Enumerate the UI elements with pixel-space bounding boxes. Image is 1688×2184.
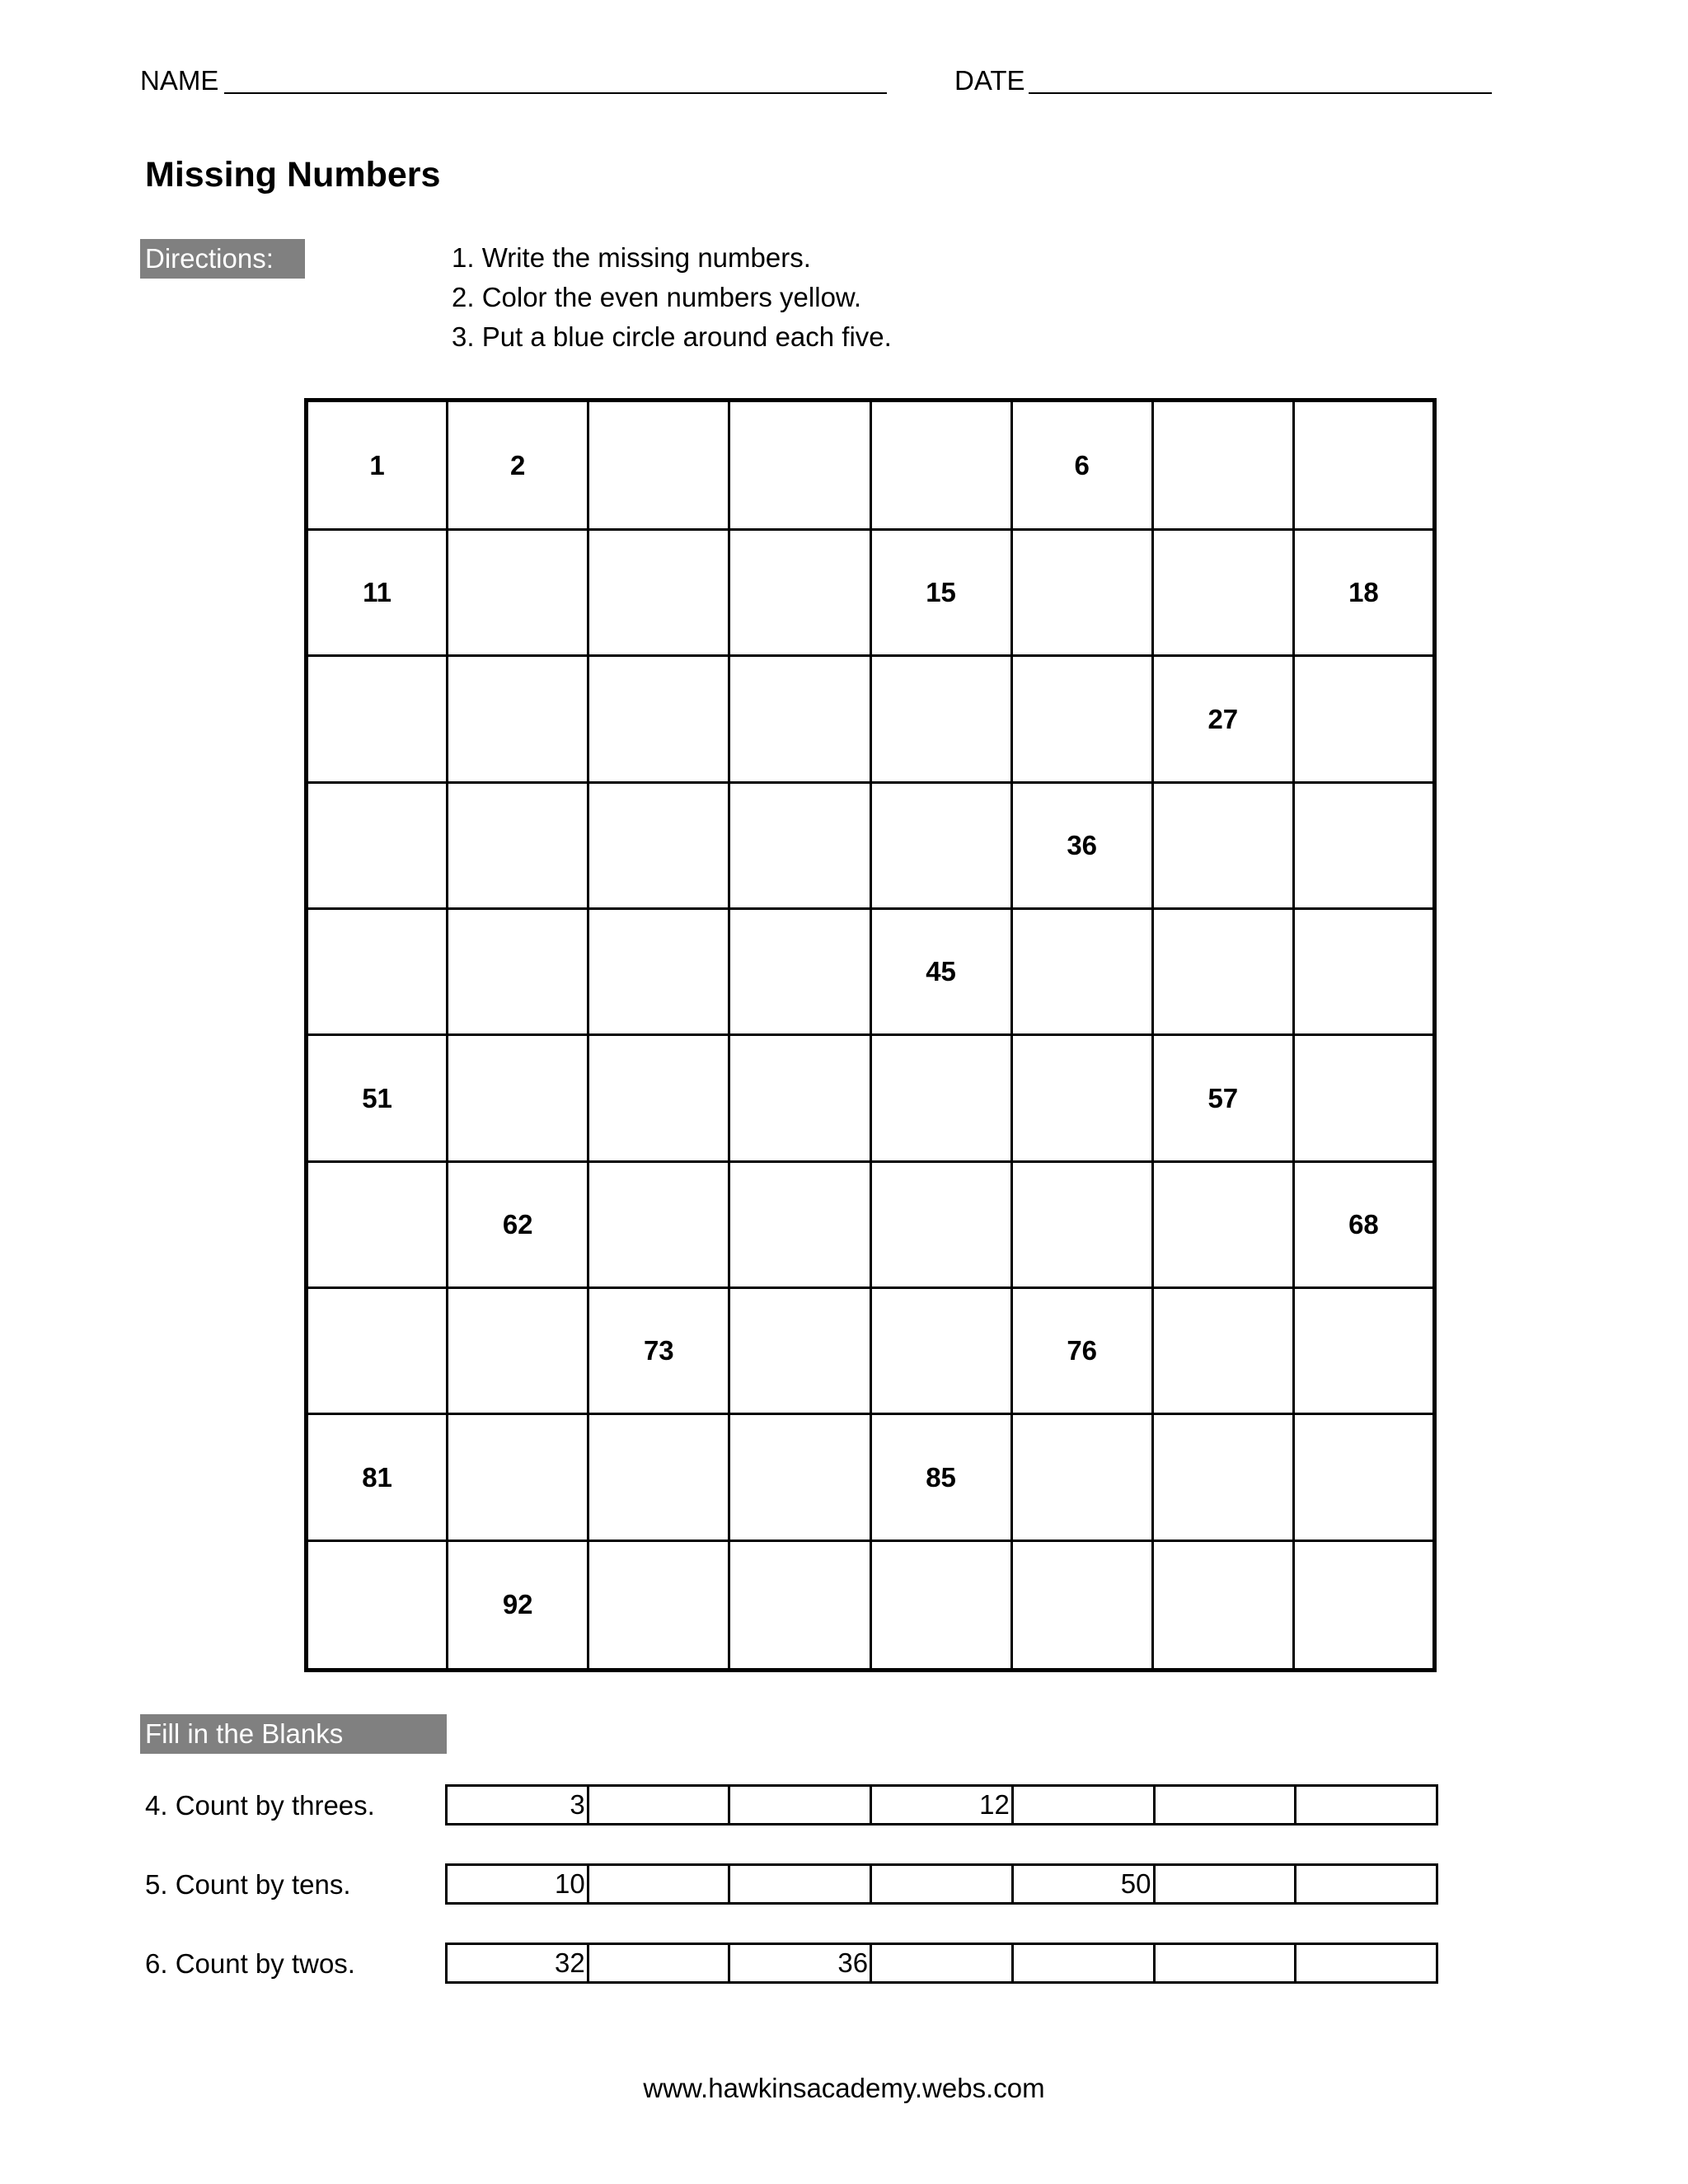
grid-cell[interactable] [448, 909, 588, 1035]
count-cell[interactable]: 50 [1012, 1865, 1154, 1904]
grid-cell[interactable] [1011, 530, 1152, 656]
grid-cell[interactable] [588, 1414, 729, 1540]
grid-row [307, 1540, 1435, 1670]
grid-cell[interactable]: 81 [307, 1414, 448, 1540]
grid-cell[interactable] [729, 1035, 870, 1161]
grid-cell[interactable] [1011, 656, 1152, 782]
grid-cell[interactable] [1152, 1288, 1293, 1414]
grid-row [307, 401, 1435, 530]
grid-cell[interactable] [1293, 909, 1434, 1035]
date-label: DATE [954, 65, 1025, 96]
grid-cell[interactable]: 62 [448, 1161, 588, 1287]
name-label: NAME [140, 65, 219, 96]
grid-cell[interactable] [1152, 1414, 1293, 1540]
grid-cell[interactable] [448, 1414, 588, 1540]
grid-cell[interactable] [1293, 1288, 1434, 1414]
grid-cell[interactable]: 73 [588, 1288, 729, 1414]
grid-cell[interactable] [307, 1161, 448, 1287]
grid-cell[interactable] [729, 656, 870, 782]
grid-cell[interactable] [588, 909, 729, 1035]
count-cell[interactable] [1154, 1944, 1296, 1983]
direction-item-3: 3. Put a blue circle around each five. [452, 321, 892, 352]
count-by-threes-row [445, 1784, 1438, 1825]
grid-cell[interactable] [870, 1288, 1011, 1414]
grid-row [307, 909, 1435, 1035]
grid-cell[interactable] [1152, 782, 1293, 908]
missing-numbers-grid [304, 398, 1437, 1672]
count-cell[interactable] [588, 1944, 729, 1983]
grid-cell[interactable] [588, 1035, 729, 1161]
grid-cell[interactable] [870, 401, 1011, 530]
grid-cell[interactable] [870, 1540, 1011, 1670]
grid-row [307, 1161, 1435, 1287]
grid-row [307, 1035, 1435, 1161]
count-cell[interactable] [729, 1865, 871, 1904]
grid-cell[interactable] [1293, 401, 1434, 530]
grid-cell[interactable] [729, 1288, 870, 1414]
grid-cell[interactable] [588, 1161, 729, 1287]
grid-cell[interactable] [1152, 530, 1293, 656]
grid-cell[interactable] [1011, 909, 1152, 1035]
grid-cell[interactable] [307, 1288, 448, 1414]
grid-cell[interactable]: 68 [1293, 1161, 1434, 1287]
grid-cell[interactable] [448, 656, 588, 782]
count-cell[interactable] [871, 1944, 1013, 1983]
count-cell[interactable]: 12 [871, 1786, 1013, 1825]
grid-cell[interactable] [1293, 1414, 1434, 1540]
grid-cell[interactable] [448, 1288, 588, 1414]
count-by-tens-row [445, 1863, 1438, 1905]
grid-row [307, 1288, 1435, 1414]
grid-cell[interactable] [448, 1035, 588, 1161]
grid-cell[interactable]: 15 [870, 530, 1011, 656]
grid-cell[interactable] [1011, 1035, 1152, 1161]
grid-cell[interactable] [870, 1035, 1011, 1161]
count-cell[interactable]: 10 [447, 1865, 588, 1904]
grid-cell[interactable]: 18 [1293, 530, 1434, 656]
grid-cell[interactable] [1293, 656, 1434, 782]
count-by-threes-label: 4. Count by threes. [145, 1790, 375, 1821]
count-cell[interactable] [1296, 1786, 1437, 1825]
grid-cell[interactable]: 2 [448, 401, 588, 530]
grid-cell[interactable] [729, 1161, 870, 1287]
count-cell[interactable] [729, 1786, 871, 1825]
count-cell[interactable] [588, 1865, 729, 1904]
grid-cell[interactable]: 85 [870, 1414, 1011, 1540]
grid-cell[interactable] [729, 401, 870, 530]
grid-cell[interactable] [729, 1540, 870, 1670]
count-cell[interactable]: 3 [447, 1786, 588, 1825]
count-by-tens-label: 5. Count by tens. [145, 1869, 351, 1900]
count-cell[interactable]: 36 [729, 1944, 871, 1983]
grid-cell[interactable]: 6 [1011, 401, 1152, 530]
grid-row [307, 530, 1435, 656]
count-cell[interactable] [1296, 1865, 1437, 1904]
grid-cell[interactable]: 51 [307, 1035, 448, 1161]
grid-row [307, 1414, 1435, 1540]
grid-cell[interactable] [1293, 782, 1434, 908]
count-by-twos-label: 6. Count by twos. [145, 1948, 355, 1979]
grid-cell[interactable] [1011, 1161, 1152, 1287]
grid-cell[interactable] [1152, 401, 1293, 530]
grid-cell[interactable]: 36 [1011, 782, 1152, 908]
grid-cell[interactable] [1152, 1161, 1293, 1287]
grid-cell[interactable]: 45 [870, 909, 1011, 1035]
count-cell[interactable]: 32 [447, 1944, 588, 1983]
grid-cell[interactable] [1293, 1540, 1434, 1670]
grid-row [307, 782, 1435, 908]
grid-cell[interactable] [448, 782, 588, 908]
grid-cell[interactable] [307, 656, 448, 782]
grid-cell[interactable] [588, 656, 729, 782]
grid-cell[interactable] [729, 1414, 870, 1540]
grid-cell[interactable]: 11 [307, 530, 448, 656]
count-cell[interactable] [1012, 1786, 1154, 1825]
grid-cell[interactable] [307, 1540, 448, 1670]
count-cell[interactable] [1154, 1865, 1296, 1904]
grid-cell[interactable] [588, 401, 729, 530]
grid-cell[interactable]: 57 [1152, 1035, 1293, 1161]
count-cell[interactable] [1154, 1786, 1296, 1825]
grid-cell[interactable]: 1 [307, 401, 448, 530]
footer-url: www.hawkinsacademy.webs.com [643, 2073, 1045, 2103]
count-cell[interactable] [871, 1865, 1013, 1904]
grid-cell[interactable] [1011, 1540, 1152, 1670]
date-field-line[interactable] [1029, 92, 1492, 94]
name-field-line[interactable] [224, 92, 887, 94]
grid-cell[interactable] [729, 782, 870, 908]
grid-cell[interactable] [1152, 909, 1293, 1035]
grid-cell[interactable] [588, 782, 729, 908]
count-cell[interactable] [588, 1786, 729, 1825]
grid-cell[interactable] [307, 909, 448, 1035]
grid-cell[interactable] [1293, 1035, 1434, 1161]
direction-item-2: 2. Color the even numbers yellow. [452, 282, 862, 312]
grid-cell[interactable] [448, 530, 588, 656]
page-title: Missing Numbers [145, 155, 441, 194]
direction-item-1: 1. Write the missing numbers. [452, 242, 811, 273]
grid-cell[interactable] [307, 782, 448, 908]
count-cell[interactable] [1012, 1944, 1154, 1983]
grid-cell[interactable] [729, 909, 870, 1035]
grid-cell[interactable] [588, 1540, 729, 1670]
grid-cell[interactable] [588, 530, 729, 656]
directions-label: Directions: [140, 239, 305, 279]
grid-cell[interactable] [1011, 1414, 1152, 1540]
grid-cell[interactable] [870, 1161, 1011, 1287]
grid-cell[interactable] [729, 530, 870, 656]
grid-cell[interactable] [870, 656, 1011, 782]
grid-cell[interactable]: 27 [1152, 656, 1293, 782]
count-by-twos-row [445, 1943, 1438, 1984]
fill-in-blanks-label: Fill in the Blanks [140, 1714, 447, 1754]
grid-cell[interactable]: 76 [1011, 1288, 1152, 1414]
grid-cell[interactable] [870, 782, 1011, 908]
grid-cell[interactable]: 92 [448, 1540, 588, 1670]
grid-row [307, 656, 1435, 782]
count-cell[interactable] [1296, 1944, 1437, 1983]
grid-cell[interactable] [1152, 1540, 1293, 1670]
